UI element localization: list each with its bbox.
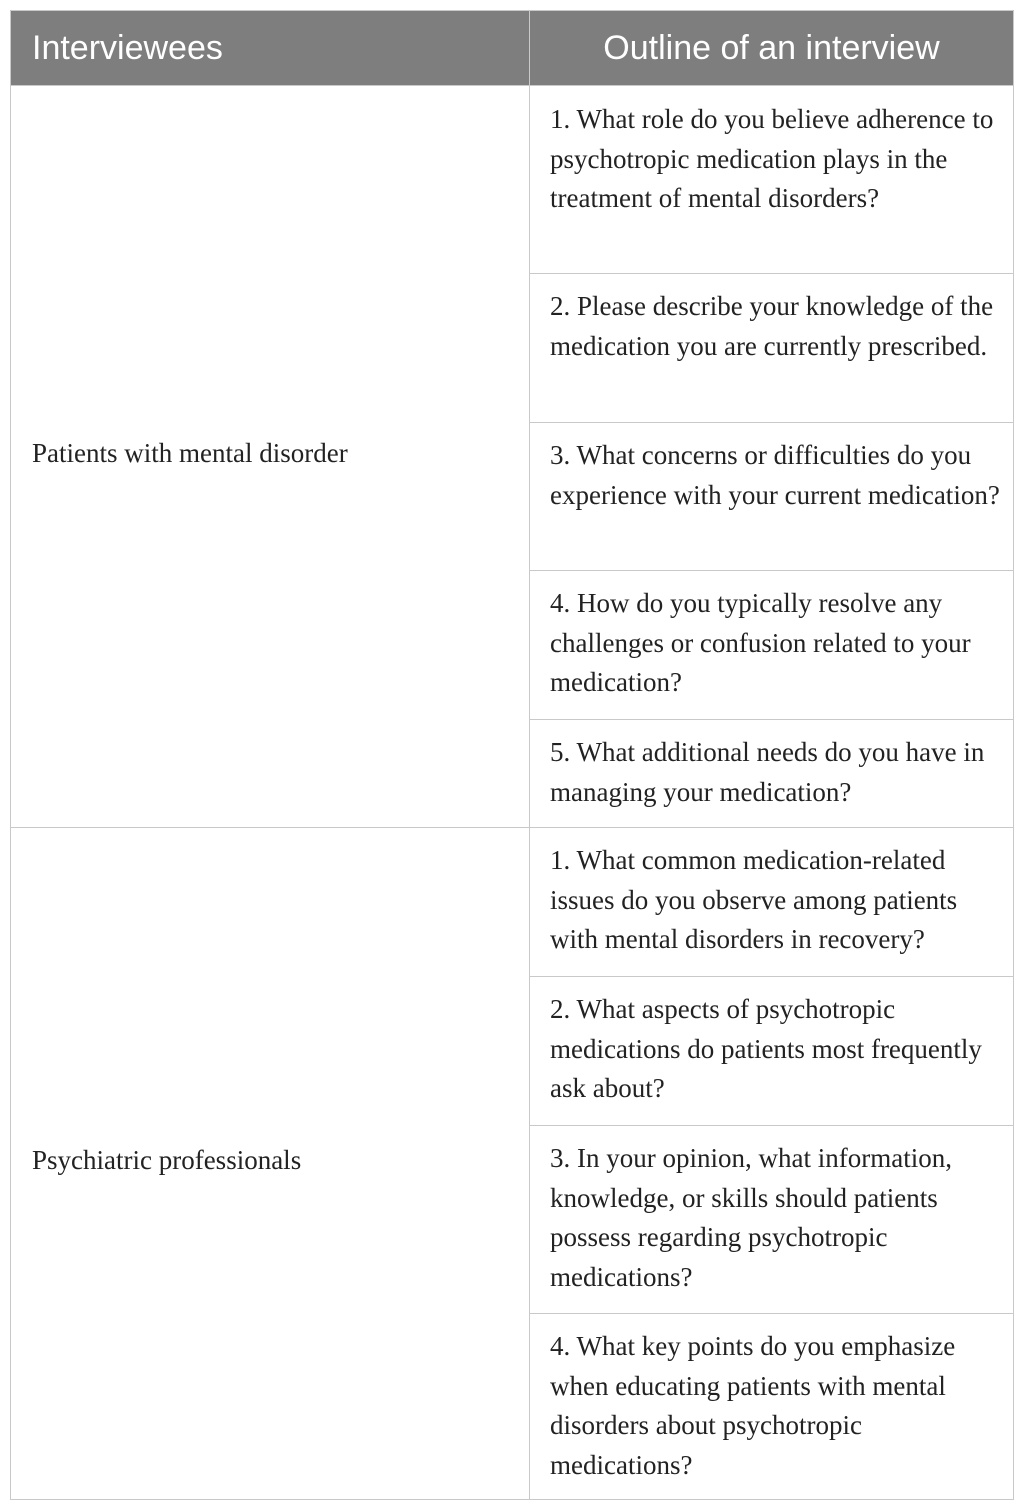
group-patients bbox=[11, 85, 1013, 827]
question-cell: 4. What key points do you emphasize when educating patients with mental disorders about psychotropic medications? bbox=[530, 1313, 1013, 1500]
table-header-row bbox=[11, 11, 1013, 85]
question-cell: 3. What concerns or difficulties do you experience with your current medication? bbox=[530, 422, 1013, 570]
question-cell: 4. How do you typically resolve any challenges or confusion related to your medication? bbox=[530, 570, 1013, 719]
header-outline: Outline of an interview bbox=[603, 29, 940, 67]
question-cell: 2. What aspects of psychotropic medications do patients most frequently ask about? bbox=[530, 976, 1013, 1125]
question-cell: 2. Please describe your knowledge of the medication you are currently prescribed. bbox=[530, 273, 1013, 422]
group-label-patients: Patients with mental disorder bbox=[32, 438, 348, 468]
interview-outline-table bbox=[10, 10, 1014, 1500]
group-label-professionals: Psychiatric professionals bbox=[32, 1145, 302, 1175]
question-cell: 1. What role do you believe adherence to psychotropic medication plays in the treatment of mental disorders? bbox=[550, 104, 994, 213]
question-cell: 3. In your opinion, what information, knowledge, or skills should patients possess regarding psychotropic medications? bbox=[530, 1125, 1013, 1313]
question-cell: 5. What additional needs do you have in managing your medication? bbox=[530, 719, 1013, 828]
header-interviewees: Interviewees bbox=[32, 29, 223, 67]
question-cell: 1. What common medication-related issues do you observe among patients with mental disorders in recovery? bbox=[550, 845, 958, 954]
group-professionals bbox=[11, 827, 1013, 1499]
